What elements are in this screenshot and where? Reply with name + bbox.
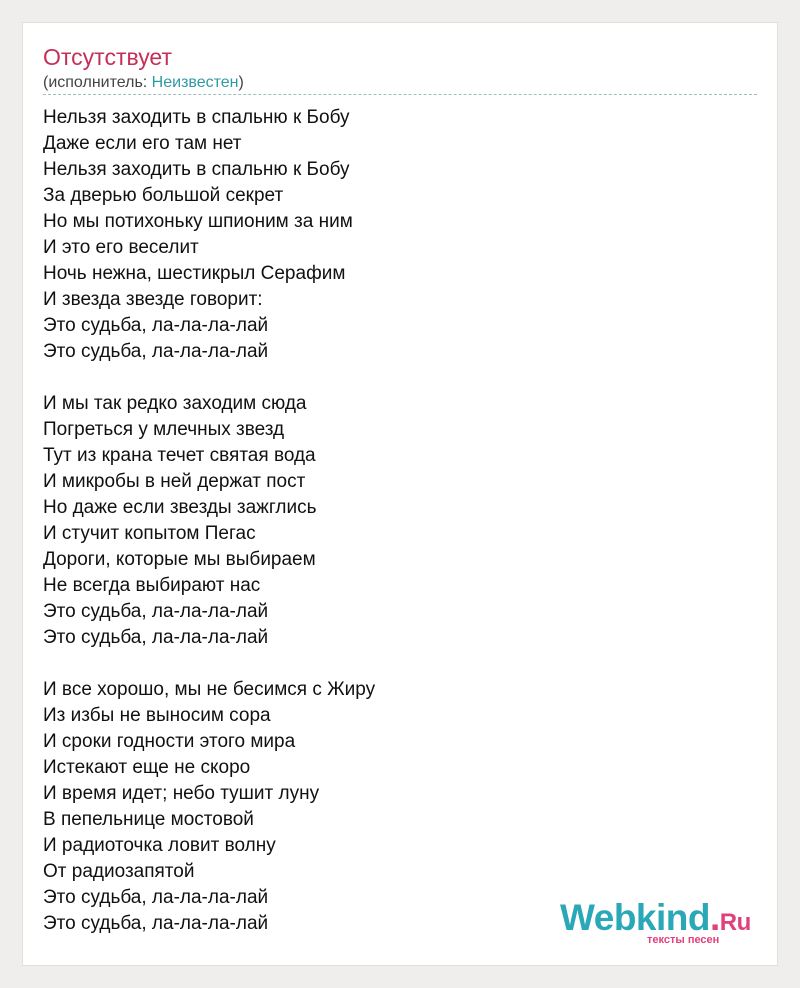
lyric-line: Тут из крана течет святая вода bbox=[43, 445, 316, 466]
artist-line bbox=[43, 73, 244, 93]
lyric-line: И радиоточка ловит волну bbox=[43, 835, 276, 856]
lyrics-body bbox=[43, 105, 743, 963]
lyric-line: И это его веселит bbox=[43, 237, 199, 258]
artist-suffix: ) bbox=[238, 74, 244, 91]
lyric-line: И микробы в ней держат пост bbox=[43, 471, 306, 492]
logo-tagline: тексты песен bbox=[647, 934, 720, 946]
lyric-line: Это судьба, ла-ла-ла-лай bbox=[43, 887, 269, 908]
logo-dot: . bbox=[710, 897, 720, 938]
lyrics-stanza-2 bbox=[43, 391, 743, 651]
title-divider bbox=[43, 94, 757, 95]
lyric-line: Но даже если звезды зажглись bbox=[43, 497, 317, 518]
lyric-line: Это судьба, ла-ла-ла-лай bbox=[43, 627, 269, 648]
lyric-line: Погреться у млечных звезд bbox=[43, 419, 285, 440]
lyric-line: Это судьба, ла-ла-ла-лай bbox=[43, 601, 269, 622]
lyric-line: От радиозапятой bbox=[43, 861, 195, 882]
lyric-line: Дороги, которые мы выбираем bbox=[43, 549, 316, 570]
lyric-line: И звезда звезде говорит: bbox=[43, 289, 263, 310]
lyric-line: И сроки годности этого мира bbox=[43, 731, 296, 752]
lyric-line: Истекают еще не скоро bbox=[43, 757, 251, 778]
lyric-line: И стучит копытом Пегас bbox=[43, 523, 256, 544]
lyric-line: И время идет; небо тушит луну bbox=[43, 783, 320, 804]
lyric-line: Ночь нежна, шестикрыл Серафим bbox=[43, 263, 346, 284]
lyric-line: И все хорошо, мы не бесимся с Жиру bbox=[43, 679, 376, 700]
lyric-line: И мы так редко заходим сюда bbox=[43, 393, 307, 414]
lyric-line: Нельзя заходить в спальню к Бобу bbox=[43, 159, 350, 180]
lyric-line: Это судьба, ла-ла-ла-лай bbox=[43, 315, 269, 336]
artist-prefix: (исполнитель: bbox=[43, 74, 152, 91]
logo-tld: Ru bbox=[719, 909, 751, 936]
lyric-line: Это судьба, ла-ла-ла-лай bbox=[43, 341, 269, 362]
lyric-line: За дверью большой секрет bbox=[43, 185, 284, 206]
lyric-line: В пепельнице мостовой bbox=[43, 809, 254, 830]
lyric-line: Но мы потихоньку шпионим за ним bbox=[43, 211, 353, 232]
lyric-line: Даже если его там нет bbox=[43, 133, 242, 154]
webkind-logo[interactable] bbox=[560, 898, 760, 948]
lyric-line: Из избы не выносим сора bbox=[43, 705, 271, 726]
lyric-line: Нельзя заходить в спальню к Бобу bbox=[43, 107, 350, 128]
song-title: Отсутствует bbox=[43, 44, 172, 70]
lyric-line: Это судьба, ла-ла-ла-лай bbox=[43, 913, 269, 934]
lyric-line: Не всегда выбирают нас bbox=[43, 575, 261, 596]
lyrics-stanza-1 bbox=[43, 105, 743, 365]
logo-brand: Webkind bbox=[560, 897, 710, 938]
artist-link[interactable]: Неизвестен bbox=[151, 74, 239, 91]
lyrics-card bbox=[22, 22, 778, 966]
